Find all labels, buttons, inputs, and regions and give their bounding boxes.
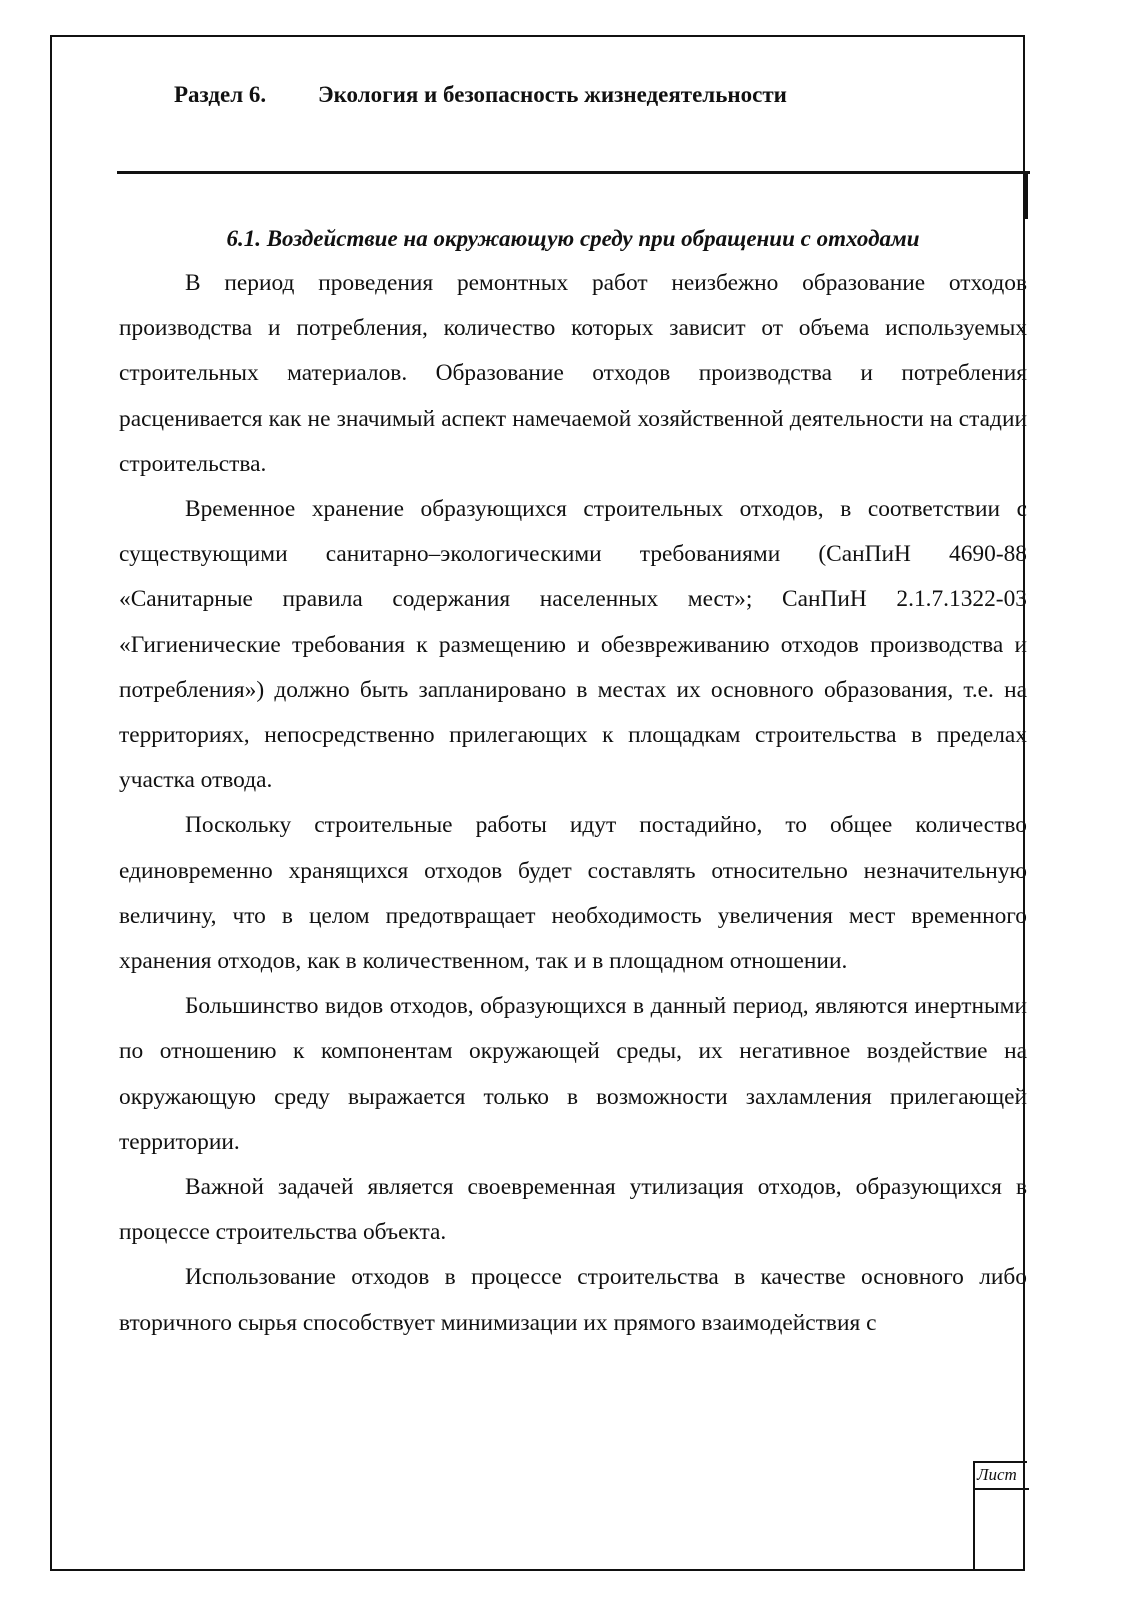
paragraph: Поскольку строительные работы идут постадийно, то общее количество единовременно хранящихся отходов будет составлять относительно незначительную величину, что в целом предотвращает необходимость увеличения мест временного хранения отходов, как в количественном, так и в площадном отношении. (119, 812, 1027, 975)
section-number: Раздел 6. (174, 82, 267, 107)
paragraph: Большинство видов отходов, образующихся в данный период, являются инертными по отношению к компонентам окружающей среды, их негативное воздействие на окружающую среду выражается только в возможности захламления прилегающей территории. (119, 993, 1027, 1155)
paragraph: Использование отходов в процессе строительства в качестве основного либо вторичного сырья способствует минимизации их прямого взаимодействия с (119, 1264, 1027, 1336)
paragraph: Временное хранение образующихся строительных отходов, в соответствии с существующими санитарно–экологическими требованиями (СанПиН 4690-88 «Санитарные правила содержания населенных мест»; СанПиН 2.1.7.1322-03 «Гигиенические требования к размещению и обезвреживанию отходов производства и потребления») должно быть запланировано в местах их основного образования, т.е. на территориях, непосредственно прилегающих к площадкам строительства в пределах участка отвода. (119, 496, 1027, 794)
paragraph: В период проведения ремонтных работ неизбежно образование отходов производства и потребления, количество которых зависит от объема используемых строительных материалов. Образование отходов производства и потребления расценивается как не значимый аспект намечаемой хозяйственной деятельности на стадии строительства. (119, 270, 1027, 477)
stamp-divider (975, 1488, 1029, 1490)
header-divider (117, 171, 1030, 174)
paragraph: Важной задачей является своевременная утилизация отходов, образующихся в процессе строительства объекта. (119, 1174, 1027, 1246)
title-block-stamp (973, 1461, 1027, 1571)
section-header (174, 82, 787, 108)
page-body (119, 216, 1027, 1346)
sheet-label: Лист (977, 1465, 1017, 1484)
frame-right-stub (1025, 171, 1028, 219)
section-title: Экология и безопасность жизнедеятельности (318, 82, 787, 107)
subsection-title: 6.1. Воздействие на окружающую среду при обращении с отходами (226, 226, 920, 251)
